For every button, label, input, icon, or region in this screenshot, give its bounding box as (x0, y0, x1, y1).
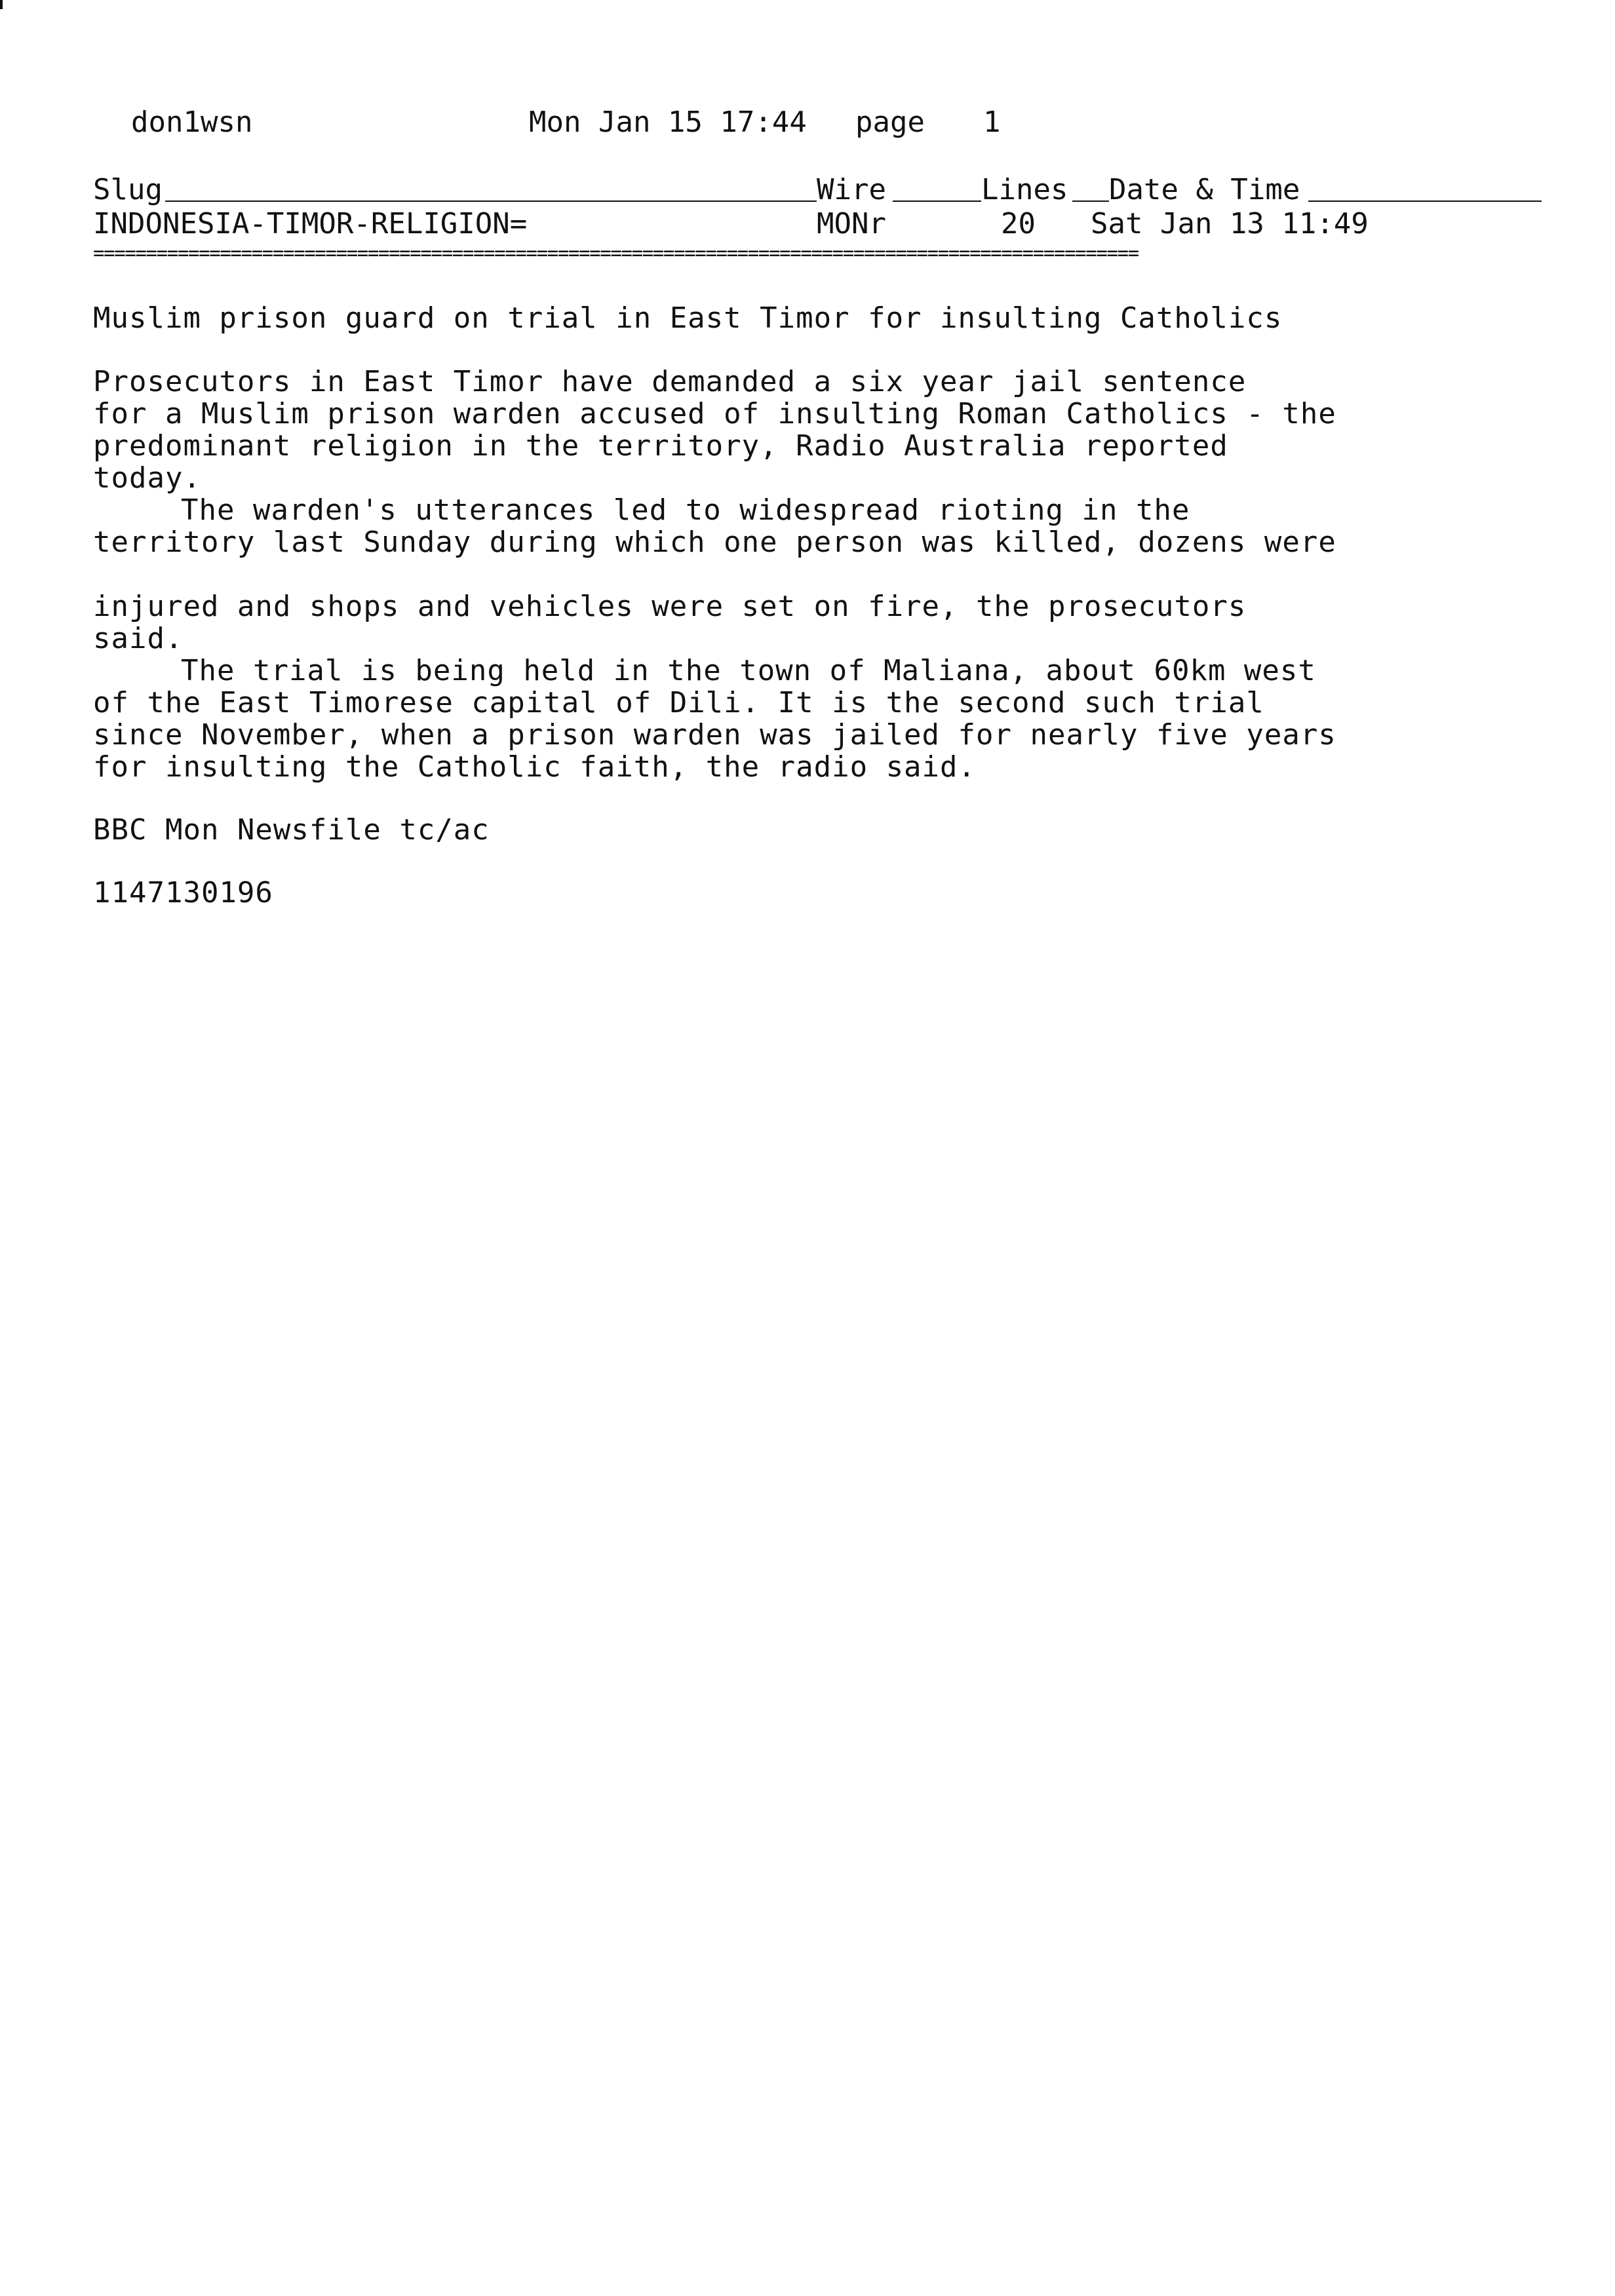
lines-underline (1072, 201, 1109, 202)
scan-edge-mark (0, 0, 3, 9)
header-printed-datetime: Mon Jan 15 17:44 (529, 105, 807, 139)
slug-underline (165, 201, 817, 202)
story-paragraph: Prosecutors in East Timor have demanded a six year jail sentence for a Muslim prison warden accused of insulting Roman Catholics - the predominant religion in the territory, Radio Australia reported today. (93, 365, 1336, 495)
datetime-underline (1308, 201, 1542, 202)
story-paragraph: The trial is being held in the town of Maliana, about 60km west of the East Timorese capital of Dili. It is the second such trial since November, when a prison warden was jailed for nearly five years for insulting the Catholic faith, the radio said. (93, 654, 1336, 784)
story-body (93, 303, 1496, 909)
header-user: don1wsn (131, 105, 253, 139)
document-id: 1147130196 (93, 876, 273, 909)
story-source: BBC Mon Newsfile tc/ac (93, 813, 490, 847)
slug-value: INDONESIA-TIMOR-RELIGION= (93, 207, 528, 240)
datetime-label: Date & Time (1109, 173, 1300, 206)
header-page-label: page (855, 105, 925, 139)
story-paragraph: injured and shops and vehicles were set on fire, the prosecutors said. (93, 590, 1247, 655)
datetime-value: Sat Jan 13 11:49 (1091, 207, 1369, 240)
slug-label: Slug (93, 173, 163, 206)
story-headline: Muslim prison guard on trial in East Timor for insulting Catholics (93, 301, 1283, 335)
lines-label: Lines (981, 173, 1068, 206)
wire-underline (893, 201, 981, 202)
wire-value: MONr (817, 207, 886, 240)
header-page-number: 1 (983, 105, 1001, 139)
paragraph-gap (93, 558, 1496, 590)
lines-value: 20 (1001, 207, 1036, 240)
wire-label: Wire (817, 173, 886, 206)
story-paragraph: The warden's utterances led to widespread rioting in the territory last Sunday during which one person was killed, dozens were (93, 493, 1336, 559)
separator-line: =================================================================================================== (93, 244, 1138, 258)
